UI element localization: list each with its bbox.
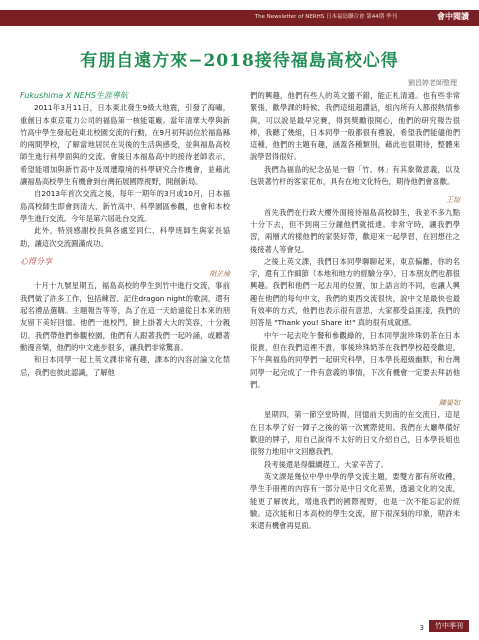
paragraph: 十月十九號星期五，福島高校的學生到竹中進行交流，事前我們做了許多工作，包括練習、記住dragon night的歌詞，還有起名禮品選購。主題報告等等，為了在這一天給遠從日本來的朋友留下美好回憶。他們一進校門，臉上掛著大大的笑容，十分親切。我們帶他們參觀校園，他們有人跟著我們一起吟誦，或聽著動漫音樂，他們的中文進步很多，讓我們非常驚喜。 [20, 281, 230, 352]
paragraph: 中午一起去吃午餐和參觀綠的，日本同學說珍珠奶茶在日本很貴，但在我們這裡不貴，事後珍珠奶茶在我們學校超受歡迎，下午與福島的同學們一起研究科學，日本學長超級幽默，和台灣同學一起完成了一件有意義的事情，下次有機會一定要去拜訪他們。 [250, 330, 460, 389]
paragraph: 之後上英文課，我們日本同學聊聊起來，東京偏離，你的名字，還有工作細節（本地和地方的經驗分享），日本朋友們也都很興趣。我們和他們一起去用的位置，加上語言的不同，也讓人興趣在他們的每句中文，我們的東西交流很快，說中文是最快也最有效率的方式，他們也表示很有意思，大家都受益匪淺，我們的回答是 "Thank you! Share it!" 真的很有成就感。 [250, 256, 460, 328]
paragraph: 英文課是幾位中學中學的學交流主題，要雙方都有所收穫，學生手冊裡的內容有一部分是中日文化差異，透過文化的交流，能更了解彼此，增進我們的國際視野，也是一次不能忘記的經驗。這次能和日本高校的學生交流，留下很深刻的印象，期許未來還有機會再見面。 [250, 471, 460, 531]
page-number: 3 [419, 624, 424, 632]
paragraph: 自2013年首次交流之後，每年一期年的3月或10月，日本福島高校師生即會到清大、新竹高中、科學園區參觀，也會和本校學生進行交流。今年是第六屆赴台交流。 [20, 189, 230, 223]
header-bar [0, 10, 479, 26]
paragraph: 們的興趣，他們有些人的英文蠻不錯，能正札清通。也有些非常緊張，歡學課的時候，我們這組超讚話，組內所有人都很熱情參與，可以說是最早完賽，得到獎勵很開心，他們的研究報告很棒，我聽了幾組，日本同學一般都很有禮貌，希望我們能儘他們這種，他們的主題有趣，涵蓋各種類別，藉此也很期待，整體來說學習得很好。 [250, 91, 460, 162]
paragraph: 首先我們在行政大樓外面接待福島高校師生，我並不多九點十分下去，但不到兩三分鐘他們就抵達。非常守時，讓我們學習，兩層式的樣他們的家裝好帶，歡迎來一起學習，在回想往之後接著人等會兒。 [250, 207, 460, 254]
section-label: 會中閱讀 [437, 12, 469, 21]
section-title: 心得分享 [20, 256, 52, 266]
author-name: 王瑄 [446, 196, 460, 205]
byline: 劉昌婷老師整理 [408, 79, 457, 87]
section-title: Fukushima X NEHS生涯導航 [20, 91, 128, 100]
footer-label: 竹中季刊 [429, 620, 469, 632]
right-column [250, 90, 460, 538]
paragraph: 我們為福島的紀念品是一個「竹、林」有其象徵意義，以及包裝著竹杆的客家花布，具有在地文化特色，期待他們會喜歡。 [250, 164, 460, 187]
author-name: 胡芷瑜 [209, 270, 230, 279]
left-column [20, 90, 230, 385]
paragraph: 和日本同學一起上英文課非常有趣，課本的內容討論文化禁忌，我們也彼此認識，了解他 [20, 355, 230, 377]
paragraph: 2011年3月11日，日本東北發生9級大地震，引發了海嘯，重創日本東京電力公司的福島第一核能電廠。當年清華大學與新竹高中學生發起赴東北校園交流的行動，在9月初拜訪位於福島縣的兩間學校，了解當地居民在災後的生活與感受，並與福島高校師生進行科學面與的交流。會後日本福島高中的接待老師表示，希望能增加與新竹高中及周遭環境的科學研究合作機會，並藉此讓福島高校學生有機會到台灣拓展國際視野，開創新局。 [20, 103, 230, 187]
author-name: 陳晏如 [439, 399, 460, 408]
paragraph: 段考後還是得繼續趕工，大家辛苦了。 [264, 459, 389, 469]
newsletter-label: The Newsletter of NERHS 日本福島聯合會 第44期 季刊 [254, 14, 397, 20]
article-title: 有朋自遠方來−2018接待福島高校心得 [80, 51, 399, 71]
paragraph: 星期四，第一節空堂時間，回憶前天到南的在交流日，這是在日本學了好一陣子之後的第一次實際使用。我們在大廳準備好歡迎的牌子，用自己說得不太好的日文介紹自己，日本學長姐也很努力地用中文回應我們。 [250, 410, 460, 457]
paragraph: 此外，特別感謝校長與各處室同仁、科學班師生與家長協助，讓這次交流圓滿成功。 [20, 226, 230, 248]
